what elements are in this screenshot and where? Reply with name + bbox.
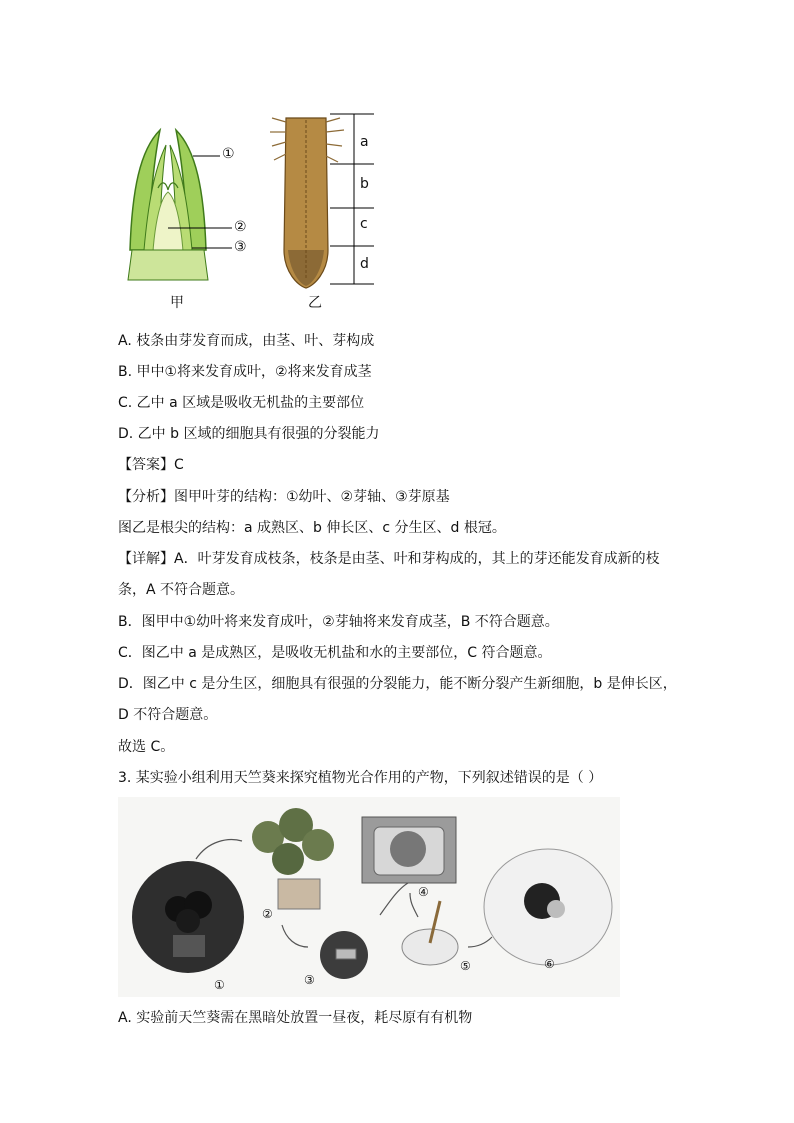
label-c: c [360, 216, 368, 232]
bud-root-diagram [118, 100, 398, 315]
label-a: a [360, 134, 369, 150]
label-2: ② [234, 219, 247, 235]
analysis-line-2: 图乙是根尖的结构：a 成熟区、b 伸长区、c 分生区、d 根冠。 [118, 520, 506, 536]
detail-line-3: B．图甲中①幼叶将来发育成叶，②芽轴将来发育成茎，B 不符合题意。 [118, 614, 559, 630]
leaf-bud-illustration [128, 130, 232, 280]
label-d: d [360, 256, 369, 272]
figure-photosynthesis-experiment [118, 797, 620, 997]
caption-jia: 甲 [170, 295, 184, 311]
answer: 【答案】C [118, 457, 184, 473]
step-label-4: ④ [418, 885, 429, 899]
q3-option-a: A. 实验前天竺葵需在黑暗处放置一昼夜，耗尽原有有机物 [118, 1010, 473, 1026]
detail-line-6: D 不符合题意。 [118, 707, 218, 723]
option-c: C. 乙中 a 区域是吸收无机盐的主要部位 [118, 395, 365, 411]
label-3: ③ [234, 239, 247, 255]
option-a: A. 枝条由芽发育而成，由茎、叶、芽构成 [118, 333, 375, 349]
question-3-stem: 3. 某实验小组利用天竺葵来探究植物光合作用的产物，下列叙述错误的是（ ） [118, 770, 603, 786]
step-label-6: ⑥ [544, 957, 555, 971]
label-b: b [360, 176, 369, 192]
option-d: D. 乙中 b 区域的细胞具有很强的分裂能力 [118, 426, 380, 442]
option-b: B. 甲中①将来发育成叶，②将来发育成茎 [118, 364, 372, 380]
label-1: ① [222, 146, 235, 162]
analysis-line-1: 【分析】图甲叶芽的结构：①幼叶、②芽轴、③芽原基 [118, 489, 450, 505]
step-label-3: ③ [304, 973, 315, 987]
step-label-5: ⑤ [460, 959, 471, 973]
step-label-1: ① [214, 978, 225, 992]
figure-bud-root [118, 100, 398, 315]
caption-yi: 乙 [308, 295, 322, 311]
conclusion: 故选 C。 [118, 739, 175, 755]
root-tip-illustration [270, 114, 374, 288]
step-label-2: ② [262, 907, 273, 921]
detail-line-1: 【详解】A．叶芽发育成枝条，枝条是由茎、叶和芽构成的，其上的芽还能发育成新的枝 [118, 551, 660, 567]
detail-line-2: 条，A 不符合题意。 [118, 582, 245, 598]
detail-line-5: D．图乙中 c 是分生区，细胞具有很强的分裂能力，能不断分裂产生新细胞，b 是伸长区， [118, 676, 677, 692]
detail-line-4: C．图乙中 a 是成熟区，是吸收无机盐和水的主要部位，C 符合题意。 [118, 645, 552, 661]
